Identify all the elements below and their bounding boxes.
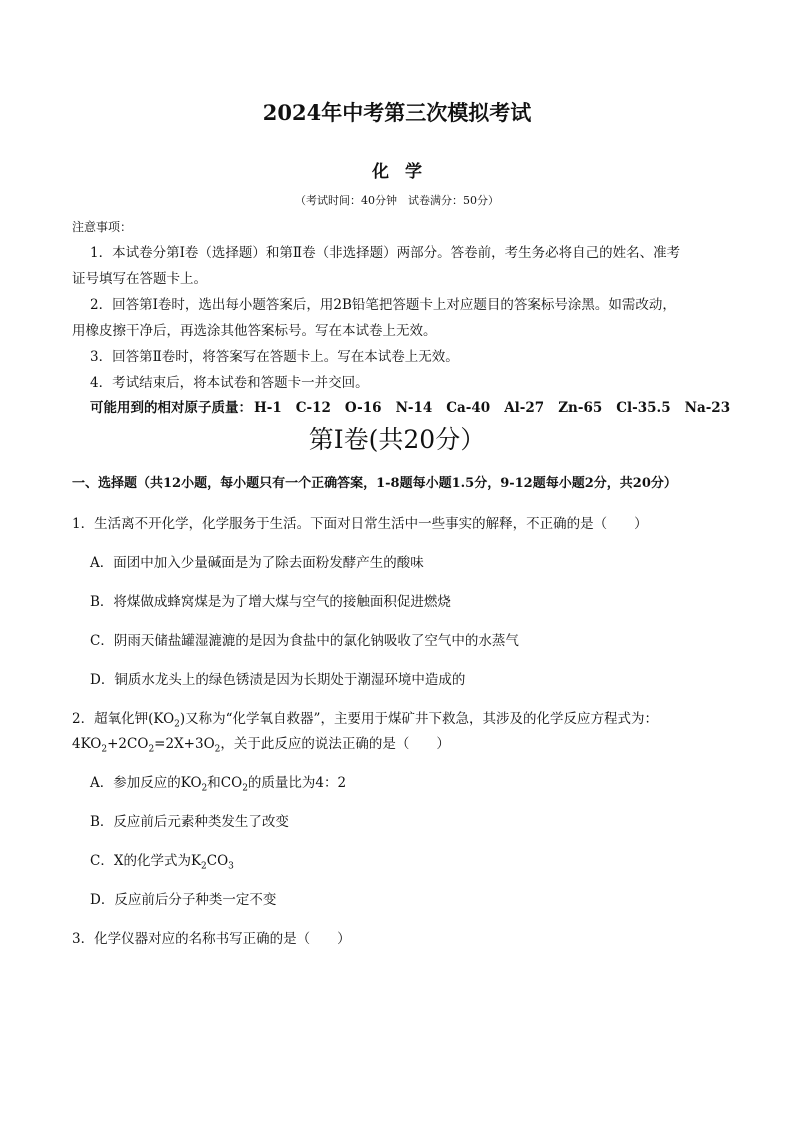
subject-title: 化学 <box>372 162 438 182</box>
atomic-mass: O-16 <box>344 400 382 416</box>
atomic-masses-label: 可能用到的相对原子质量： <box>90 400 252 416</box>
atomic-mass: N-14 <box>395 400 433 416</box>
atomic-mass: H-1 <box>254 400 282 416</box>
atomic-mass: Cl-35.5 <box>616 400 671 416</box>
atomic-masses-line <box>90 396 730 416</box>
question-1-option-a: A．面团中加入少量碱面是为了除去面粉发酵产生的酸味 <box>90 555 424 571</box>
atomic-mass: Ca-40 <box>446 400 491 416</box>
question-1-option-d: D．铜质水龙头上的绿色锈渍是因为长期处于潮湿环境中造成的 <box>90 672 466 688</box>
question-2-option-c: C．X的化学式为$K_2CO_3$ <box>90 853 234 872</box>
exam-title: 2024年中考第三次模拟考试 <box>262 100 532 125</box>
question-2-option-d: D．反应前后分子种类一定不变 <box>90 892 277 908</box>
notice-item-3: 3．回答第Ⅱ卷时，将答案写在答题卡上。写在本试卷上无效。 <box>90 349 459 365</box>
notice-heading: 注意事项： <box>72 220 133 234</box>
question-2-option-a: A．参加反应的$KO_2$和$CO_2$的质量比为4：2 <box>90 775 347 794</box>
question-2-option-b: B．反应前后元素种类发生了改变 <box>90 814 289 830</box>
exam-info: （考试时间：40分钟 试卷满分：50分） <box>295 194 499 207</box>
atomic-mass: Al-27 <box>504 400 545 416</box>
section-title: 第Ⅰ卷(共20分） <box>308 425 486 454</box>
atomic-mass: Zn-65 <box>558 400 603 416</box>
notice-item-1-line-2: 证号填写在答题卡上。 <box>72 271 207 287</box>
question-3-stem: 3．化学仪器对应的名称书写正确的是（ ） <box>72 931 351 947</box>
notice-item-4: 4．考试结束后，将本试卷和答题卡一并交回。 <box>90 375 369 391</box>
question-1-option-b: B．将煤做成蜂窝煤是为了增大煤与空气的接触面积促进燃烧 <box>90 594 451 610</box>
atomic-mass: C-12 <box>295 400 331 416</box>
notice-item-2-line-1: 2．回答第Ⅰ卷时，选出每小题答案后，用2B铅笔把答题卡上对应题目的答案标号涂黑。如需改动， <box>90 297 676 313</box>
question-2-stem-line-1: 2．超氧化钾$(KO_2)$又称为“化学氧自救器”，主要用于煤矿井下救急，其涉及的化学反应方程式为： <box>72 711 658 730</box>
part-heading: 一、选择题（共12小题，每小题只有一个正确答案，1-8题每小题1.5分，9-12题每小题2分，共20分） <box>72 476 677 491</box>
question-2-stem-line-2: $4KO_2+2CO_2=2X+3O_2$，关于此反应的说法正确的是（ ） <box>72 736 450 755</box>
notice-item-1-line-1: 1．本试卷分第Ⅰ卷（选择题）和第Ⅱ卷（非选择题）两部分。答卷前，考生务必将自己的姓名、准考 <box>90 245 681 261</box>
question-1-option-c: C．阴雨天储盐罐湿漉漉的是因为食盐中的氯化钠吸收了空气中的水蒸气 <box>90 633 519 649</box>
question-1-stem: 1．生活离不开化学，化学服务于生活。下面对日常生活中一些事实的解释，不正确的是（ ） <box>72 516 648 532</box>
atomic-mass: Na-23 <box>684 400 731 416</box>
notice-item-2-line-2: 用橡皮擦干净后，再选涂其他答案标号。写在本试卷上无效。 <box>72 323 437 339</box>
